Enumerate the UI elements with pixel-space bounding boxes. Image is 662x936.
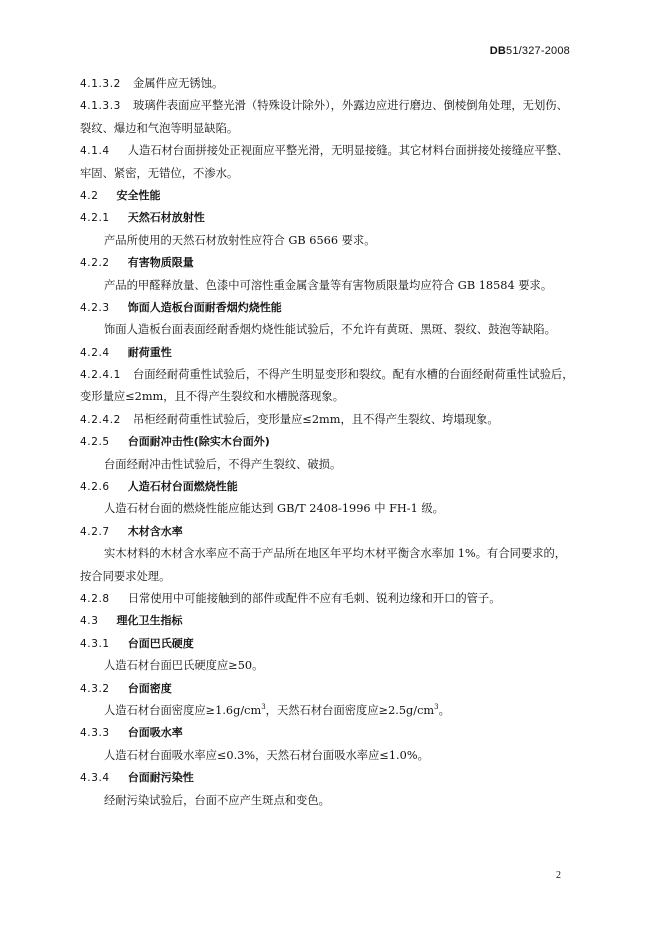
clause-text-part: 人造石材台面密度应≥1.6g/cm [104,703,262,717]
clause-number: 4.2.1 [80,212,110,225]
clause-4-2-7-continued [80,566,580,588]
clause-text: 吊柜经耐荷重性试验后，变形量应≤2mm，且不得产生裂纹、垮塌现象。 [132,412,499,426]
clause-text: 产品的甲醛释放量、色漆中可溶性重金属含量等有害物质限量均应符合 GB 18584 要求。 [104,278,553,292]
clause-text: 人造石材台面拼接处正视面应平整光滑，无明显接缝。其它材料台面拼接处接缝应平整、 [127,144,569,158]
clause-title: 台面密度 [127,681,172,695]
clause-4-2-2-heading [80,252,580,274]
clause-number: 4.2.8 [80,592,110,605]
clause-title: 木材含水率 [127,524,183,538]
clause-4-2-7-heading [80,521,580,543]
standard-code-header [490,45,570,57]
clause-4-3-4-text [80,790,580,812]
clause-4-2-1-text [80,230,580,252]
clause-4-1-4-continued [80,163,580,185]
clause-title: 台面巴氏硬度 [127,636,194,650]
superscript-cubed: 3 [261,703,266,712]
clause-number: 4.2.4 [80,346,110,359]
clause-4-2-5-heading [80,431,580,453]
standard-code-prefix: DB [489,45,507,57]
clause-4-2-3-text [80,319,580,341]
clause-text: 金属件应无锈蚀。 [132,77,224,90]
clause-number: 4.1.3.2 [80,78,121,90]
clause-number: 4.2.4.1 [80,369,121,382]
clause-4-2-4-1 [80,364,580,386]
clause-title: 人造石材台面燃烧性能 [127,480,238,494]
clause-number: 4.3.1 [80,637,110,650]
section-number: 4.2 [80,189,99,202]
clause-title: 耐荷重性 [127,345,172,359]
clause-4-3-2-text [80,700,580,722]
clause-text: 台面经耐冲击性试验后，不得产生裂纹、破损。 [104,457,342,471]
clause-text: 人造石材台面巴氏硬度应≥50。 [104,659,264,673]
clause-4-1-4 [80,140,580,162]
clause-number: 4.2.3 [80,301,110,314]
clause-number: 4.2.5 [80,436,110,449]
clause-4-2-7-text [80,543,580,565]
clause-number: 4.2.6 [80,481,110,494]
clause-number: 4.3.2 [80,682,110,695]
section-number: 4.3 [80,615,99,628]
clause-4-1-3-3 [80,95,580,117]
clause-4-2-2-text [80,275,580,297]
clause-number: 4.1.4 [80,145,110,158]
clause-4-2-8 [80,588,580,610]
clause-title: 台面耐冲击性(除实木台面外) [127,435,270,449]
clause-4-3-1-heading [80,633,580,655]
document-body [80,73,580,812]
clause-4-2-4-2 [80,409,580,431]
clause-number: 4.1.3.3 [80,100,121,113]
clause-text: 变形量应≤2mm，且不得产生裂纹和水槽脱落现象。 [80,390,345,404]
clause-text: 饰面人造板台面表面经耐香烟灼烧性能试验后，不允许有黄斑、黑斑、裂纹、鼓泡等缺陷。 [104,323,556,337]
clause-4-2-6-heading [80,476,580,498]
clause-4-2-3-heading [80,297,580,319]
clause-text: 日常使用中可能接触到的部件或配件不应有毛刺、锐利边缘和开口的管子。 [127,591,501,605]
clause-text: 人造石材台面的燃烧性能应能达到 GB/T 2408-1996 中 FH-1 级。 [104,502,444,516]
clause-4-2-4-heading [80,342,580,364]
clause-text: 牢固、紧密，无错位，不渗水。 [80,166,239,180]
superscript-cubed: 3 [434,703,439,712]
clause-title: 饰面人造板台面耐香烟灼烧性能 [127,300,282,314]
clause-title: 台面耐污染性 [127,771,194,785]
clause-number: 4.3.4 [80,772,110,785]
clause-text: 玻璃件表面应平整光滑（特殊设计除外），外露边应进行磨边、倒棱倒角处理，无划伤、 [132,99,568,113]
clause-4-2-1-heading [80,207,580,229]
clause-4-1-3-3-continued [80,118,580,140]
standard-code-number: 51/327-2008 [506,45,570,57]
clause-text: 人造石材台面吸水率应≤0.3%，天然石材台面吸水率应≤1.0%。 [104,748,429,762]
clause-4-3-1-text [80,655,580,677]
clause-text: 产品所使用的天然石材放射性应符合 GB 6566 要求。 [104,233,376,247]
clause-title: 有害物质限量 [127,256,194,270]
section-4-3-heading [80,610,580,632]
clause-text: 按合同要求处理。 [80,569,171,583]
clause-4-3-3-heading [80,722,580,744]
clause-4-3-2-heading [80,678,580,700]
clause-4-2-6-text [80,498,580,520]
clause-text-part: 。 [438,703,450,717]
section-title: 理化卫生指标 [116,614,183,628]
clause-text: 台面经耐荷重性试验后，不得产生明显变形和裂纹。配有水槽的台面经耐荷重性试验后， [132,368,574,382]
clause-number: 4.2.7 [80,525,110,538]
clause-title: 台面吸水率 [127,726,183,740]
page-number: 2 [556,870,561,881]
clause-4-1-3-2 [80,73,580,95]
clause-text-part: ，天然石材台面密度应≥2.5g/cm [265,703,435,717]
section-title: 安全性能 [116,188,161,202]
clause-text: 实木材料的木材含水率应不高于产品所在地区年平均木材平衡含水率加 1%。有合同要求的， [104,547,567,561]
clause-4-3-4-heading [80,767,580,789]
clause-number: 4.2.2 [80,257,110,270]
clause-text: 裂纹、爆边和气泡等明显缺陷。 [80,121,239,135]
clause-4-2-4-1-continued [80,386,580,408]
clause-4-3-3-text [80,745,580,767]
clause-title: 天然石材放射性 [127,211,205,225]
clause-text: 经耐污染试验后，台面不应产生斑点和变色。 [104,793,330,807]
section-4-2-heading [80,185,580,207]
clause-number: 4.3.3 [80,727,110,740]
clause-4-2-5-text [80,454,580,476]
clause-number: 4.2.4.2 [80,413,121,426]
